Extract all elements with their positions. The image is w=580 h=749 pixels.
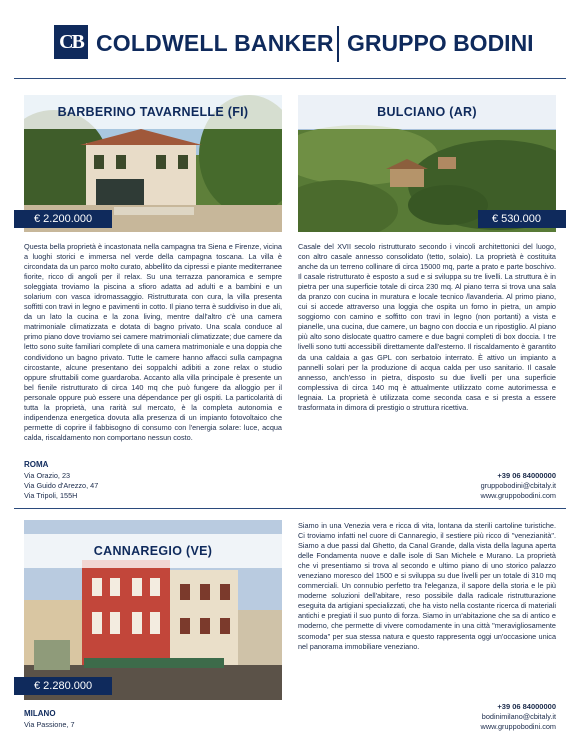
office-address: Via Guido d'Arezzo, 47 — [24, 481, 99, 490]
brand-name: COLDWELL BANKER — [96, 30, 334, 56]
office-phone[interactable]: +39 06 84000000 — [497, 702, 556, 711]
listing-title: BARBERINO TAVARNELLE (FI) — [24, 95, 282, 129]
brand-divider — [337, 26, 339, 62]
office-website[interactable]: www.gruppobodini.com — [480, 722, 556, 731]
brand-agency: GRUPPO BODINI — [347, 30, 534, 56]
price-badge: € 2.280.000 — [14, 677, 112, 695]
price-badge: € 530.000 — [478, 210, 566, 228]
office-email[interactable]: gruppobodini@cbitaly.it — [480, 481, 556, 490]
office-phone[interactable]: +39 06 84000000 — [497, 471, 556, 480]
office-address: Via Tripoli, 155H — [24, 491, 78, 500]
office-address: Via Passione, 7 — [24, 720, 75, 729]
office-address: Via Orazio, 23 — [24, 471, 71, 480]
cb-logo: CB — [54, 25, 88, 59]
listing-title: CANNAREGIO (VE) — [24, 534, 282, 568]
section-rule — [14, 508, 566, 509]
listing-description: Casale del XVII secolo ristrutturato secondo i vincoli architettonici del luogo, con altro casale annesso consolidato (tetto, solaio). La proprietà è costituita anche da un terreno collinare di circa 15000 mq, parte a prato e parte boschivo. Il casale ristrutturato è esposto a sud e si sviluppa su tre livelli. La struttura è in pietra per una superficie totale di circa 230 mq. Al piano terra si trova una sala da pranzo con cucina in muratura e locale tecnico /lavanderia. Al primo piano, cui si accede attraverso una loggia che ospita un forno in pietra, un ampio soggiorno con camino e soffitto con travi in legno (non portanti) a vista e pianelle, una cucina, due camere, un bagno con doccia e un ripostiglio. Al piano più alto sono dislocate quattro camere e due bagni completi di box doccia. I tre livelli sono tutti accessibili direttamente dall'esterno. Il riscaldamento è garantito da una caldaia a gas GPL con serbatoio interrato. È attivo un impianto a pannelli solari per la produzione di acqua calda per uso sanitario. Il casale annesso, anch'esso in pietra, disposto su due livelli per una superficie complessiva di circa 140 mq è attualmente utilizzato come autorimessa e legnaia. La proprietà è utilizzata come seconda casa e si presta a essere trasformata in dimora di prestigio o struttura ricettiva. — [298, 242, 556, 412]
page-header — [0, 0, 580, 80]
header-rule — [14, 78, 566, 79]
listing-title: BULCIANO (AR) — [298, 95, 556, 129]
price-badge: € 2.200.000 — [14, 210, 112, 228]
listing-description: Siamo in una Venezia vera e ricca di vita, lontana da sterili cartoline turistiche. Ci troviamo infatti nel cuore di Cannaregio, il sestiere più ricco di "venezianità". Siamo a due passi dal Ghetto, da Canal Grande, dalla vista della laguna aperta delle Fondamenta nuove e dalle isole di San Michele e Murano. La proprietà che vi presentiamo si trova al secondo e ultimo piano di uno storico palazzo veneziano moresco del 1500 e si sviluppa su due livelli per un totale di 310 mq commerciali. Un connubio perfetto tra l'eleganza, il sapore della storia e le più moderne soluzioni dell'abitare, reso possibile dalla radicale ristrutturazione eseguita da artigiani specializzati, che ha visto nella costante ricerca di materiali antichi e pregiati il suo punto di forza. Siamo in un'abitazione che sa di antico e moderno, che permette di vivere comodamente in una città "meravigliosamente scomoda" per sua stessa natura e questo rappresenta oggi un'occasione unica nel panorama immobiliare veneziano. — [298, 521, 556, 651]
listing-photo-cannaregio[interactable] — [24, 520, 282, 700]
office-city: MILANO — [24, 709, 56, 718]
office-website[interactable]: www.gruppobodini.com — [480, 491, 556, 500]
office-city: ROMA — [24, 460, 49, 469]
office-email[interactable]: bodinimilano@cbitaly.it — [481, 712, 556, 721]
listing-description: Questa bella proprietà è incastonata nella campagna tra Siena e Firenze, vicina a luoghi storici e immersa nel verde della campagna toscana. La villa è circondata da un parco molto curato, abbellito da cipressi e piante mediterranee fiorite, ricco di angoli per il relax. Su una terrazza panoramica e sempre soleggiata troviamo la piscina a sfioro adatta ad adulti e a bambini e un solarium con vasca idromassaggio. Ristrutturata con cura, la villa presenta soffitti con travi in legno e pavimenti in cotto. Il piano terra è suddiviso in due ali, da un lato la cucina e la zona living, mentre dall'altro c'è una camera matrimoniale climatizzata e dotata di bagno privato. Una scala conduce al primo piano dove troviamo sei camere matrimoniali climatizzate; due camere da letto sono suite familiari complete di una camera matrimoniale e una doppia che condividono un bagno privato. Tutte le camere hanno affacci sulla campagna circostante, alcune presentano dei soppalchi adibiti a zone relax o studio oppure sfruttabili come guardaroba. Accanto alla villa principale è presente un bel fienile ristrutturato di circa 140 mq che può fungere da alloggio per il personale oppure può essere una dépendance per gli ospiti. La particolarità di tutta la proprietà, una rarità sul mercato, è la completa autonomia e indipendenza energetica dovuta alla presenza di un impianto fotovoltaico che permette di coprire il fabbisogno di consumo con l'energia solare: luce, acqua calda, riscaldamento non comportano nessun costo. — [24, 242, 282, 442]
